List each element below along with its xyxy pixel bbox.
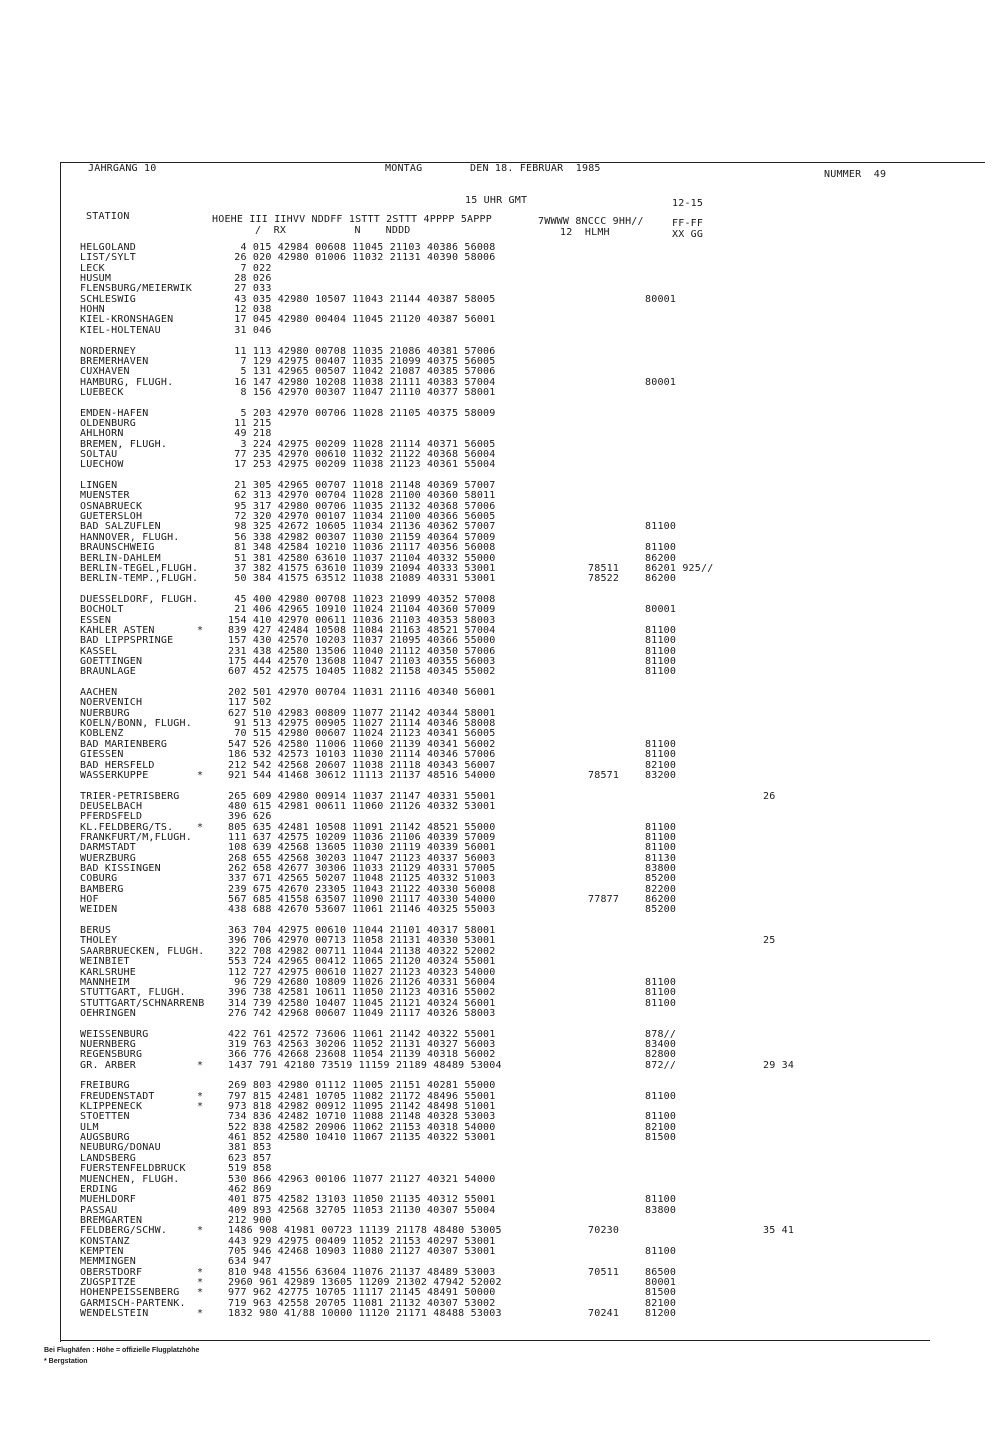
weather-code: 78511 [588, 562, 620, 574]
station-row [80, 315, 720, 326]
measurements: 719 963 42558 20705 11081 21132 40307 53002 [228, 1297, 496, 1309]
station-name: BAD HERSFELD [80, 759, 155, 771]
station-name: BERLIN-TEMP.,FLUGH. [80, 573, 199, 585]
measurements: 4 015 42984 00608 11045 21103 40386 56008 [228, 242, 496, 253]
cloud-group: 81100 [645, 1090, 677, 1102]
station-row [80, 1175, 720, 1186]
station-name: KL.FELDBERG/TS. [80, 821, 174, 833]
cloud-group: 81100 [645, 1111, 677, 1123]
date: DEN 18. FEBRUAR 1985 [470, 163, 601, 174]
station-name: NUERBURG [80, 707, 130, 719]
measurements: 443 929 42975 00409 11052 21153 40297 53001 [228, 1235, 496, 1247]
measurements: 567 685 41558 63507 11090 21117 40330 54000 [228, 894, 496, 906]
station-row [80, 1009, 720, 1020]
cloud-group: 86200 [645, 573, 677, 585]
measurements: 1486 908 41981 00723 11139 21178 48480 53005 [228, 1225, 502, 1237]
cloud-group: 83400 [645, 1038, 677, 1050]
measurements: 480 615 42981 00611 11060 21126 40332 53001 [228, 800, 496, 812]
station-row [80, 1143, 720, 1154]
measurements: 21 406 42965 10910 11024 21104 40360 57009 [228, 604, 496, 616]
station-name: GIESSEN [80, 749, 124, 761]
station-name: DUESSELDORF, FLUGH. [80, 593, 199, 605]
measurements: 202 501 42970 00704 11031 21116 40340 56001 [228, 687, 496, 699]
column-main-header: HOEHE III IIHVV NDDFF 1STTT 2STTT 4PPPP 5APPP [212, 214, 492, 225]
cloud-group: 81500 [645, 1132, 677, 1144]
column-station: STATION [86, 211, 130, 222]
measurements: 8 156 42970 00307 11047 21110 40377 58001 [228, 386, 496, 398]
station-name: STUTTGART, FLUGH. [80, 987, 186, 999]
observation-time: 15 UHR GMT [465, 195, 528, 206]
column-main-subheader: / RX N NDDD [255, 225, 411, 236]
measurements: 70 515 42980 00607 11024 21123 40341 56005 [228, 728, 496, 740]
station-row [80, 326, 720, 337]
weather-code: 70230 [588, 1225, 620, 1237]
measurements: 462 869 [228, 1183, 272, 1195]
measurements: 186 532 42573 10103 11030 21114 40346 57006 [228, 749, 496, 761]
cloud-group: 83800 [645, 1204, 677, 1216]
station-name: STOETTEN [80, 1111, 130, 1123]
measurements: 111 637 42575 10209 11036 21106 40339 57009 [228, 831, 496, 843]
measurements: 56 338 42982 00307 11030 21159 40364 57009 [228, 531, 496, 543]
station-name: LUECHOW [80, 459, 124, 471]
cloud-group: 80001 [645, 1277, 677, 1288]
station-name: KOELN/BONN, FLUGH. [80, 718, 192, 730]
station-name: AHLHORN [80, 428, 124, 440]
gust-values: 29 34 [763, 1059, 795, 1071]
station-name: KONSTANZ [80, 1235, 130, 1247]
station-name: COBURG [80, 873, 118, 885]
cloud-group: 81100 [645, 842, 677, 854]
station-name: GOETTINGEN [80, 656, 143, 667]
measurements: 5 131 42965 00507 11042 21087 40385 57006 [228, 366, 496, 378]
cloud-group: 81500 [645, 1287, 677, 1299]
station-name: WEINBIET [80, 956, 130, 968]
measurements: 26 020 42980 01006 11032 21131 40390 58006 [228, 252, 496, 264]
mountain-marker: * [197, 624, 204, 636]
station-name: BERUS [80, 925, 112, 937]
cloud-group: 80001 [645, 604, 677, 616]
measurements: 239 675 42670 23305 11043 21122 40330 56008 [228, 883, 496, 895]
measurements: 96 729 42680 10809 11026 21126 40331 56004 [228, 976, 496, 988]
station-name: FELDBERG/SCHW. [80, 1225, 168, 1237]
station-name: BRAUNSCHWEIG [80, 542, 155, 554]
station-row [80, 1059, 795, 1072]
station-name: WENDELSTEIN [80, 1308, 149, 1320]
station-name: DARMSTADT [80, 842, 136, 854]
station-name: OBERSTDORF [80, 1266, 143, 1278]
station-name: SOLTAU [80, 449, 118, 460]
station-name: KARLSRUHE [80, 966, 136, 978]
station-name: SAARBRUECKEN, FLUGH. [80, 945, 205, 957]
station-name: KLIPPENECK [80, 1101, 143, 1113]
measurements: 17 253 42975 00209 11038 21123 40361 55004 [228, 459, 496, 471]
station-name: NOERVENICH [80, 697, 143, 709]
measurements: 381 853 [228, 1142, 272, 1154]
measurements: 43 035 42980 10507 11043 21144 40387 58005 [228, 293, 496, 305]
station-table [80, 242, 795, 1338]
measurements: 810 948 41556 63604 11076 21137 48489 53003 [228, 1266, 496, 1278]
mountain-marker: * [197, 1090, 204, 1102]
gust-values: 26 [763, 790, 776, 802]
column-gust-header: FF-FF [672, 218, 704, 229]
mountain-marker: * [197, 1308, 204, 1320]
station-name: WEISSENBURG [80, 1028, 149, 1040]
measurements: 634 947 [228, 1256, 272, 1268]
measurements: 12 038 [228, 304, 272, 316]
mountain-marker: * [197, 1287, 204, 1299]
station-name: DEUSELBACH [80, 800, 143, 812]
measurements: 7 022 [228, 262, 272, 274]
measurements: 3 224 42975 00209 11028 21114 40371 56005 [228, 438, 496, 450]
measurements: 5 203 42970 00706 11028 21105 40375 58009 [228, 407, 496, 419]
station-row [80, 388, 720, 399]
station-name: BREMERHAVEN [80, 355, 149, 367]
station-name: WASSERKUPPE [80, 769, 149, 781]
measurements: 921 544 41468 30612 11113 21137 48516 54000 [228, 769, 496, 781]
measurements: 337 671 42565 50207 11048 21125 40332 51003 [228, 873, 496, 885]
measurements: 438 688 42670 53607 11061 21146 40325 55003 [228, 904, 496, 916]
measurements: 797 815 42481 10705 11082 21172 48496 55001 [228, 1090, 496, 1102]
jahrgang: JAHRGANG 10 [88, 163, 157, 174]
mountain-marker: * [197, 769, 204, 781]
measurements: 212 542 42568 20607 11038 21118 40343 56007 [228, 759, 496, 771]
measurements: 269 803 42980 01112 11005 21151 40281 55000 [228, 1080, 496, 1092]
cloud-group: 80001 [645, 376, 677, 388]
station-row [80, 253, 720, 264]
cloud-group: 82800 [645, 1049, 677, 1061]
station-name: BAD MARIENBERG [80, 738, 168, 750]
station-name: MUENSTER [80, 490, 130, 502]
cloud-group: 81100 [645, 1194, 677, 1206]
cloud-group: 872// [645, 1059, 677, 1071]
measurements: 396 706 42970 00713 11058 21131 40330 53001 [228, 935, 496, 947]
column-gust-subheader: XX GG [672, 229, 704, 240]
station-name: STUTTGART/SCHNARRENB [80, 997, 205, 1009]
station-name: MANNHEIM [80, 976, 130, 988]
measurements: 2960 961 42989 13605 11209 21302 47942 52002 [228, 1277, 502, 1288]
station-row [80, 771, 720, 782]
station-name: FREIBURG [80, 1080, 130, 1092]
station-name: HOF [80, 894, 99, 906]
station-name: PFERDSFELD [80, 811, 143, 823]
measurements: 734 836 42482 10710 11088 21148 40328 53003 [228, 1111, 496, 1123]
station-row [80, 419, 720, 430]
station-name: WUERZBURG [80, 852, 136, 864]
weather-code: 70241 [588, 1308, 620, 1320]
station-name: AUGSBURG [80, 1132, 130, 1144]
cloud-group: 83800 [645, 863, 677, 874]
measurements: 98 325 42672 10605 11034 21136 40362 57007 [228, 521, 496, 533]
cloud-group: 86500 [645, 1266, 677, 1278]
station-name: MUENCHEN, FLUGH. [80, 1173, 180, 1185]
column-weather-subheader: 12 HLMH [560, 227, 610, 238]
station-name: BAD KISSINGEN [80, 863, 161, 874]
station-row [80, 409, 720, 420]
measurements: 77 235 42970 00610 11032 21122 40368 56004 [228, 449, 496, 460]
measurements: 7 129 42975 00407 11035 21099 40375 56005 [228, 355, 496, 367]
measurements: 21 305 42965 00707 11018 21148 40369 57007 [228, 480, 496, 492]
measurements: 839 427 42484 10508 11084 21163 48521 57004 [228, 624, 496, 636]
cloud-group: 82100 [645, 1121, 677, 1133]
station-row [80, 574, 720, 585]
weather-code: 77877 [588, 894, 620, 906]
weather-code: 70511 [588, 1266, 620, 1278]
station-row [80, 264, 720, 275]
station-name: THOLEY [80, 935, 118, 947]
station-name: NEUBURG/DONAU [80, 1142, 161, 1154]
cloud-group: 878// [645, 1028, 677, 1040]
measurements: 11 215 [228, 417, 272, 429]
station-name: ESSEN [80, 614, 112, 626]
measurements: 396 626 [228, 811, 272, 823]
measurements: 268 655 42568 30203 11047 21123 40337 56003 [228, 852, 496, 864]
measurements: 530 866 42963 00106 11077 21127 40321 54000 [228, 1173, 496, 1185]
station-row [80, 802, 720, 813]
station-name: GUETERSLOH [80, 511, 143, 523]
measurements: 705 946 42468 10903 11080 21127 40307 53001 [228, 1245, 496, 1257]
cloud-group: 83200 [645, 769, 677, 781]
mountain-marker: * [197, 1101, 204, 1113]
issue-number: NUMMER 49 [824, 169, 887, 180]
cloud-group: 81100 [645, 749, 677, 761]
mountain-marker: * [197, 1059, 204, 1071]
station-name: LUEBECK [80, 386, 124, 398]
measurements: 553 724 42965 00412 11065 21120 40324 55001 [228, 956, 496, 968]
station-name: CUXHAVEN [80, 366, 130, 378]
station-row [80, 295, 720, 306]
measurements: 62 313 42970 00704 11028 21100 40360 58011 [228, 490, 496, 502]
station-name: FLENSBURG/MEIERWIK [80, 283, 192, 295]
mountain-marker: * [197, 1225, 204, 1237]
measurements: 409 893 42568 32705 11053 21130 40307 55004 [228, 1204, 496, 1216]
station-row [80, 667, 720, 678]
cloud-group: 81100 [645, 624, 677, 636]
cloud-group: 81100 [645, 997, 677, 1009]
station-name: BAMBERG [80, 883, 124, 895]
measurements: 547 526 42580 11006 11060 21139 40341 56002 [228, 738, 496, 750]
measurements: 1437 791 42180 73519 11159 21189 48489 53004 [228, 1059, 502, 1071]
station-name: KOBLENZ [80, 728, 124, 740]
cloud-group: 85200 [645, 873, 677, 885]
measurements: 91 513 42975 00905 11027 21114 40346 58008 [228, 718, 496, 730]
cloud-group: 81100 [645, 645, 677, 657]
station-row [80, 1247, 720, 1258]
measurements: 37 382 41575 63610 11039 21094 40333 53001 [228, 562, 496, 574]
station-name: LINGEN [80, 480, 118, 492]
station-name: SCHLESWIG [80, 293, 136, 305]
measurements: 45 400 42980 00708 11023 21099 40352 57008 [228, 593, 496, 605]
station-name: GARMISCH-PARTENK. [80, 1297, 186, 1309]
station-name: LECK [80, 262, 105, 274]
time-range: 12-15 [672, 198, 704, 209]
measurements: 461 852 42580 10410 11067 21135 40322 53001 [228, 1132, 496, 1144]
station-name: BOCHOLT [80, 604, 124, 616]
measurements: 28 026 [228, 273, 272, 285]
station-name: KEMPTEN [80, 1245, 124, 1257]
station-name: HOHN [80, 304, 105, 316]
measurements: 522 838 42582 20906 11062 21153 40318 54000 [228, 1121, 496, 1133]
station-name: EMDEN-HAFEN [80, 407, 149, 419]
measurements: 519 858 [228, 1163, 272, 1175]
cloud-group: 81100 [645, 821, 677, 833]
measurements: 49 218 [228, 428, 272, 440]
station-name: OEHRINGEN [80, 1007, 136, 1019]
measurements: 366 776 42668 23608 11054 21139 40318 56002 [228, 1049, 496, 1061]
measurements: 95 317 42980 00706 11035 21132 40368 57006 [228, 500, 496, 512]
station-name: BREMEN, FLUGH. [80, 438, 168, 450]
station-name: OLDENBURG [80, 417, 136, 429]
station-name: ULM [80, 1121, 99, 1133]
station-name: KIEL-KRONSHAGEN [80, 314, 174, 326]
measurements: 363 704 42975 00610 11044 21101 40317 58001 [228, 925, 496, 937]
measurements: 157 430 42570 10203 11037 21095 40366 55000 [228, 635, 496, 647]
measurements: 401 875 42582 13103 11050 21135 40312 55001 [228, 1194, 496, 1206]
measurements: 623 857 [228, 1152, 272, 1164]
station-name: LANDSBERG [80, 1152, 136, 1164]
measurements: 50 384 41575 63512 11038 21089 40331 53001 [228, 573, 496, 585]
cloud-group: 81100 [645, 1245, 677, 1257]
cloud-group: 86201 925// [645, 562, 714, 574]
weather-code: 78522 [588, 573, 620, 585]
station-name: KASSEL [80, 645, 118, 657]
measurements: 175 444 42570 13608 11047 21103 40355 56003 [228, 656, 496, 667]
station-name: NUERNBERG [80, 1038, 136, 1050]
station-name: PASSAU [80, 1204, 118, 1216]
measurements: 805 635 42481 10508 11091 21142 48521 55000 [228, 821, 496, 833]
cloud-group: 82100 [645, 759, 677, 771]
station-name: HUSUM [80, 273, 112, 285]
station-name: FRANKFURT/M,FLUGH. [80, 831, 192, 843]
cloud-group: 81100 [645, 976, 677, 988]
measurements: 154 410 42970 00611 11036 21103 40353 58003 [228, 614, 496, 626]
station-name: BREMGARTEN [80, 1214, 143, 1226]
station-name: HAMBURG, FLUGH. [80, 376, 174, 388]
station-row [80, 460, 720, 471]
measurements: 117 502 [228, 697, 272, 709]
station-name: OSNABRUECK [80, 500, 143, 512]
footnote-airports: Bei Flughäfen : Höhe = offizielle Flugplatzhöhe [44, 1347, 200, 1354]
weather-code: 78571 [588, 769, 620, 781]
station-name: REGENSBURG [80, 1049, 143, 1061]
station-name: ERDING [80, 1183, 118, 1195]
station-name: BRAUNLAGE [80, 666, 136, 678]
mountain-marker: * [197, 1266, 204, 1278]
measurements: 973 818 42982 00912 11095 21142 48498 51001 [228, 1101, 496, 1113]
weekday: MONTAG [385, 163, 423, 174]
measurements: 108 639 42568 13605 11030 21119 40339 56001 [228, 842, 496, 854]
gust-values: 35 41 [763, 1225, 795, 1237]
gust-values: 25 [763, 935, 776, 947]
measurements: 265 609 42980 00914 11037 21147 40331 55001 [228, 790, 496, 802]
station-name: GR. ARBER [80, 1059, 136, 1071]
measurements: 112 727 42975 00610 11027 21123 40323 54000 [228, 966, 496, 978]
measurements: 17 045 42980 00404 11045 21120 40387 56001 [228, 314, 496, 326]
station-name: HELGOLAND [80, 242, 136, 253]
cloud-group: 81100 [645, 738, 677, 750]
measurements: 396 738 42581 10611 11050 21123 40316 55002 [228, 987, 496, 999]
cloud-group: 81100 [645, 656, 677, 667]
station-name: MUEHLDORF [80, 1194, 136, 1206]
station-name: FREUDENSTADT [80, 1090, 155, 1102]
mountain-marker: * [197, 821, 204, 833]
cloud-group: 81100 [645, 635, 677, 647]
measurements: 314 739 42580 10407 11045 21121 40324 56001 [228, 997, 496, 1009]
page-border-left [60, 162, 61, 1342]
station-name: BERLIN-DAHLEM [80, 552, 161, 564]
station-row [80, 1309, 720, 1320]
cloud-group: 80001 [645, 293, 677, 305]
station-name: BAD LIPPSPRINGE [80, 635, 174, 647]
measurements: 212 900 [228, 1214, 272, 1226]
cloud-group: 81100 [645, 542, 677, 554]
measurements: 72 320 42970 00107 11034 21100 40366 56005 [228, 511, 496, 523]
cloud-group: 81100 [645, 987, 677, 999]
measurements: 322 708 42982 00711 11044 21138 40322 52002 [228, 945, 496, 957]
measurements: 627 510 42983 00809 11077 21142 40344 58001 [228, 707, 496, 719]
measurements: 27 033 [228, 283, 272, 295]
measurements: 1832 980 41/88 10000 11120 21171 48488 53003 [228, 1308, 502, 1320]
measurements: 11 113 42980 00708 11035 21086 40381 57006 [228, 345, 496, 357]
cloud-group: 85200 [645, 904, 677, 916]
cloud-group: 86200 [645, 552, 677, 564]
mountain-marker: * [197, 1277, 204, 1288]
measurements: 607 452 42575 10405 11082 21158 40345 55002 [228, 666, 496, 678]
station-name: AACHEN [80, 687, 118, 699]
cloud-group: 86200 [645, 894, 677, 906]
measurements: 319 763 42563 30206 11052 21131 40327 56003 [228, 1038, 496, 1050]
measurements: 276 742 42968 00607 11049 21117 40326 58003 [228, 1007, 496, 1019]
measurements: 977 962 42775 10705 11117 21145 48491 50000 [228, 1287, 496, 1299]
cloud-group: 82100 [645, 1297, 677, 1309]
station-name: HANNOVER, FLUGH. [80, 531, 180, 543]
station-name: KIEL-HOLTENAU [80, 324, 161, 336]
measurements: 422 761 42572 73606 11061 21142 40322 55001 [228, 1028, 496, 1040]
page-border-bottom [60, 1340, 930, 1341]
measurements: 231 438 42580 13506 11040 21112 40350 57006 [228, 645, 496, 657]
station-row [80, 1206, 720, 1217]
station-name: HOHENPEISSENBERG [80, 1287, 180, 1299]
station-row [80, 1133, 720, 1144]
station-name: LIST/SYLT [80, 252, 136, 264]
cloud-group: 81100 [645, 521, 677, 533]
station-name: WEIDEN [80, 904, 118, 916]
station-name: ZUGSPITZE [80, 1277, 136, 1288]
station-name: BERLIN-TEGEL,FLUGH. [80, 562, 199, 574]
station-name: NORDERNEY [80, 345, 136, 357]
station-name: FUERSTENFELDBRUCK [80, 1163, 186, 1175]
cloud-group: 81200 [645, 1308, 677, 1320]
cloud-group: 81100 [645, 831, 677, 843]
column-weather-header: 7WWWW 8NCCC 9HH// [538, 216, 644, 227]
cloud-group: 82200 [645, 883, 677, 895]
station-name: TRIER-PETRISBERG [80, 790, 180, 802]
station-name: KAHLER ASTEN [80, 624, 155, 636]
station-name: BAD SALZUFLEN [80, 521, 161, 533]
station-row [80, 905, 720, 916]
measurements: 81 348 42584 10210 11036 21117 40356 56008 [228, 542, 496, 554]
measurements: 31 046 [228, 324, 272, 336]
measurements: 51 381 42580 63610 11037 21104 40332 55000 [228, 552, 496, 564]
cloud-group: 81130 [645, 852, 677, 864]
station-row [80, 688, 720, 699]
cloud-group: 81100 [645, 666, 677, 678]
footnote-mountain-station: * Bergstation [44, 1358, 88, 1365]
measurements: 262 658 42677 30306 11033 21129 40331 57005 [228, 863, 496, 874]
measurements: 16 147 42980 10208 11038 21111 40383 57004 [228, 376, 496, 388]
station-name: MEMMINGEN [80, 1256, 136, 1268]
